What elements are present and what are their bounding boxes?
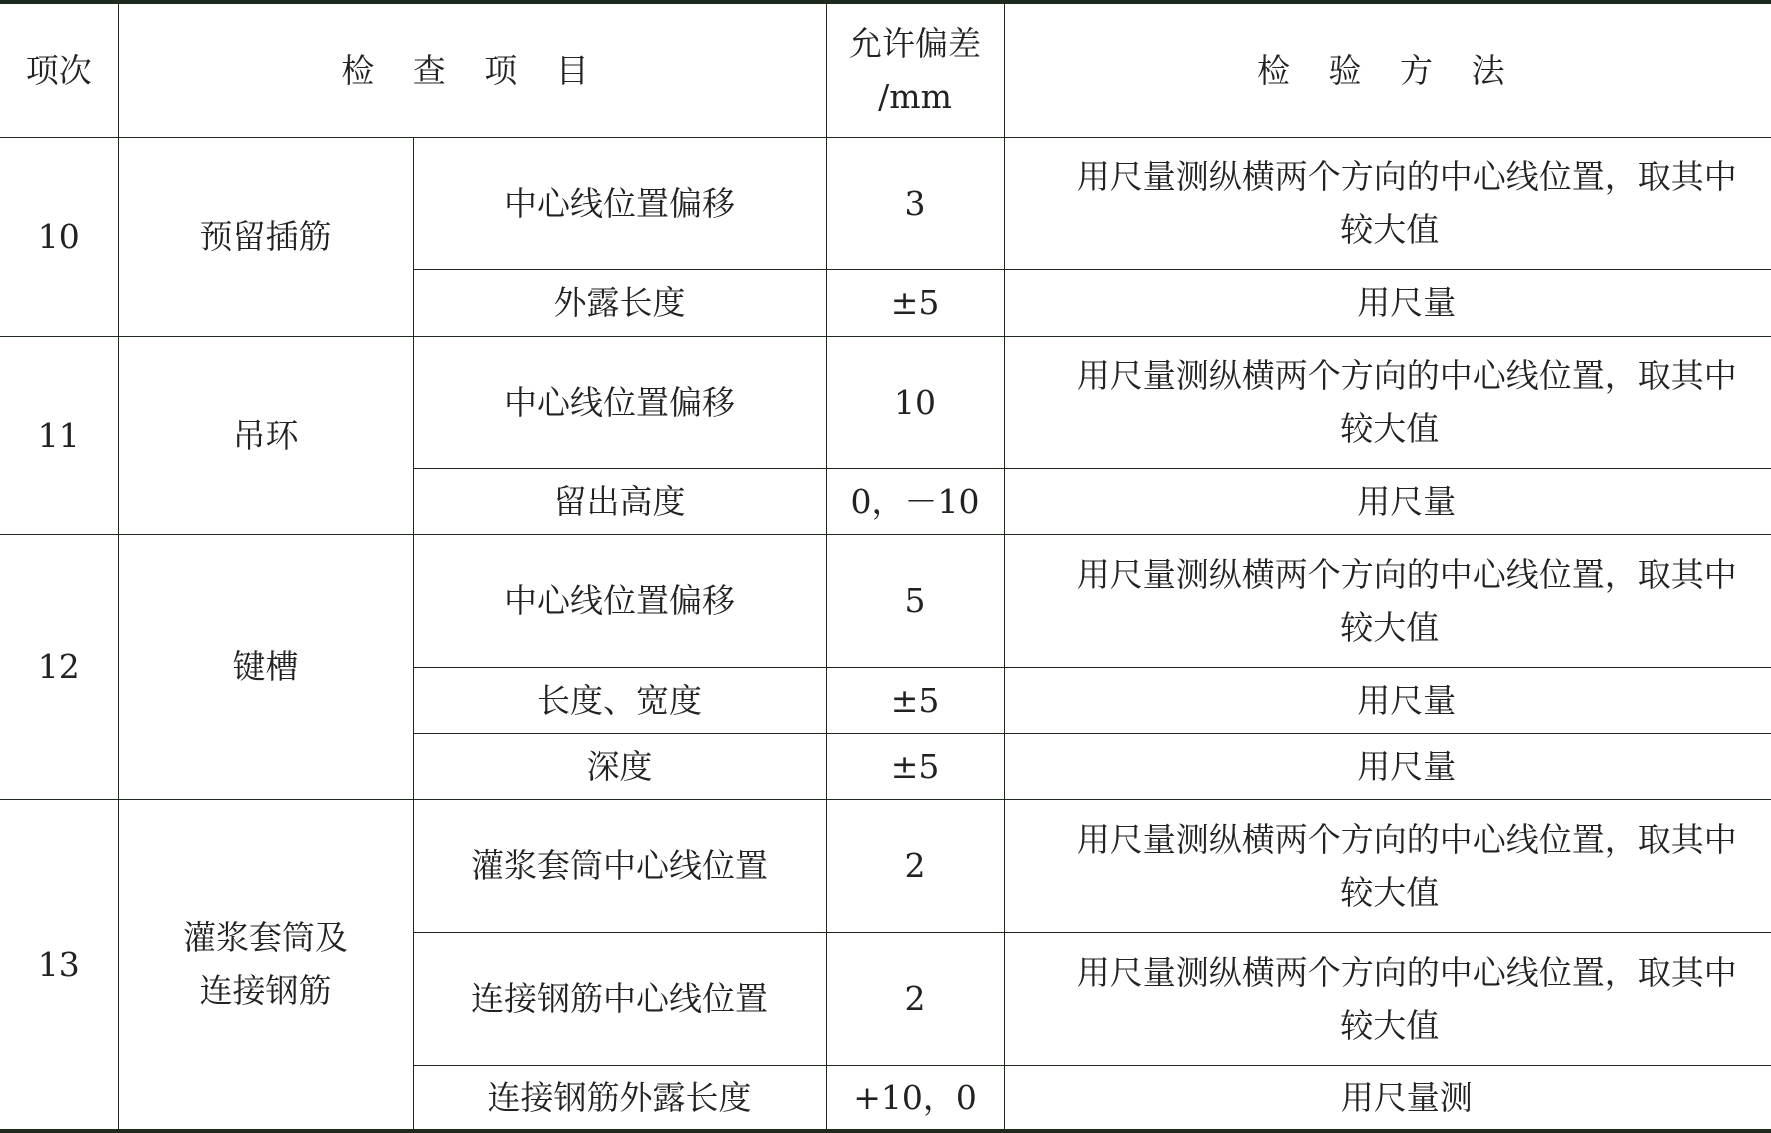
item-no: 10	[0, 137, 118, 336]
tolerance: 5	[826, 534, 1004, 667]
tolerance: 0，－10	[826, 468, 1004, 534]
header-no: 项次	[0, 2, 118, 137]
tolerance: ±5	[826, 733, 1004, 799]
item-name: 吊环	[118, 336, 413, 534]
method: 用尺量	[1004, 667, 1771, 733]
sub-item: 外露长度	[413, 269, 826, 336]
sub-item: 连接钢筋中心线位置	[413, 932, 826, 1065]
sub-item: 中心线位置偏移	[413, 534, 826, 667]
tolerance: ±5	[826, 667, 1004, 733]
header-row	[0, 2, 1771, 137]
header-tolerance-line2: /mm	[878, 77, 952, 117]
method: 用尺量测纵横两个方向的中心线位置，取其中较大值	[1004, 932, 1771, 1065]
item-no: 12	[0, 534, 118, 799]
header-method	[1004, 2, 1771, 137]
tolerance: 3	[826, 137, 1004, 269]
method: 用尺量测纵横两个方向的中心线位置，取其中较大值	[1004, 799, 1771, 932]
tolerance: ±5	[826, 269, 1004, 336]
table-row	[0, 799, 1771, 932]
tolerance: +10，0	[826, 1065, 1004, 1131]
sub-item: 灌浆套筒中心线位置	[413, 799, 826, 932]
tolerance: 10	[826, 336, 1004, 468]
method: 用尺量测	[1004, 1065, 1771, 1131]
header-item	[118, 2, 826, 137]
tolerance: 2	[826, 799, 1004, 932]
header-tolerance-line1: 允许偏差	[849, 24, 982, 64]
method: 用尺量	[1004, 733, 1771, 799]
item-name-line: 连接钢筋	[199, 971, 332, 1011]
header-tolerance	[826, 2, 1004, 137]
item-no: 11	[0, 336, 118, 534]
sub-item: 留出高度	[413, 468, 826, 534]
sub-item: 长度、宽度	[413, 667, 826, 733]
item-name: 预留插筋	[118, 137, 413, 336]
header-method-label: 检 验 方 法	[1257, 50, 1519, 90]
sub-item: 中心线位置偏移	[413, 137, 826, 269]
tolerance: 2	[826, 932, 1004, 1065]
item-name	[118, 799, 413, 1131]
sub-item: 深度	[413, 733, 826, 799]
method: 用尺量	[1004, 468, 1771, 534]
item-no: 13	[0, 799, 118, 1131]
table-row	[0, 336, 1771, 468]
method: 用尺量测纵横两个方向的中心线位置，取其中较大值	[1004, 336, 1771, 468]
table-row	[0, 137, 1771, 269]
method: 用尺量测纵横两个方向的中心线位置，取其中较大值	[1004, 534, 1771, 667]
method: 用尺量	[1004, 269, 1771, 336]
header-item-label: 检 查 项 目	[341, 50, 603, 90]
table-row	[0, 534, 1771, 667]
sub-item: 中心线位置偏移	[413, 336, 826, 468]
item-name-line: 灌浆套筒及	[183, 918, 348, 958]
item-name: 键槽	[118, 534, 413, 799]
sub-item: 连接钢筋外露长度	[413, 1065, 826, 1131]
method: 用尺量测纵横两个方向的中心线位置，取其中较大值	[1004, 137, 1771, 269]
